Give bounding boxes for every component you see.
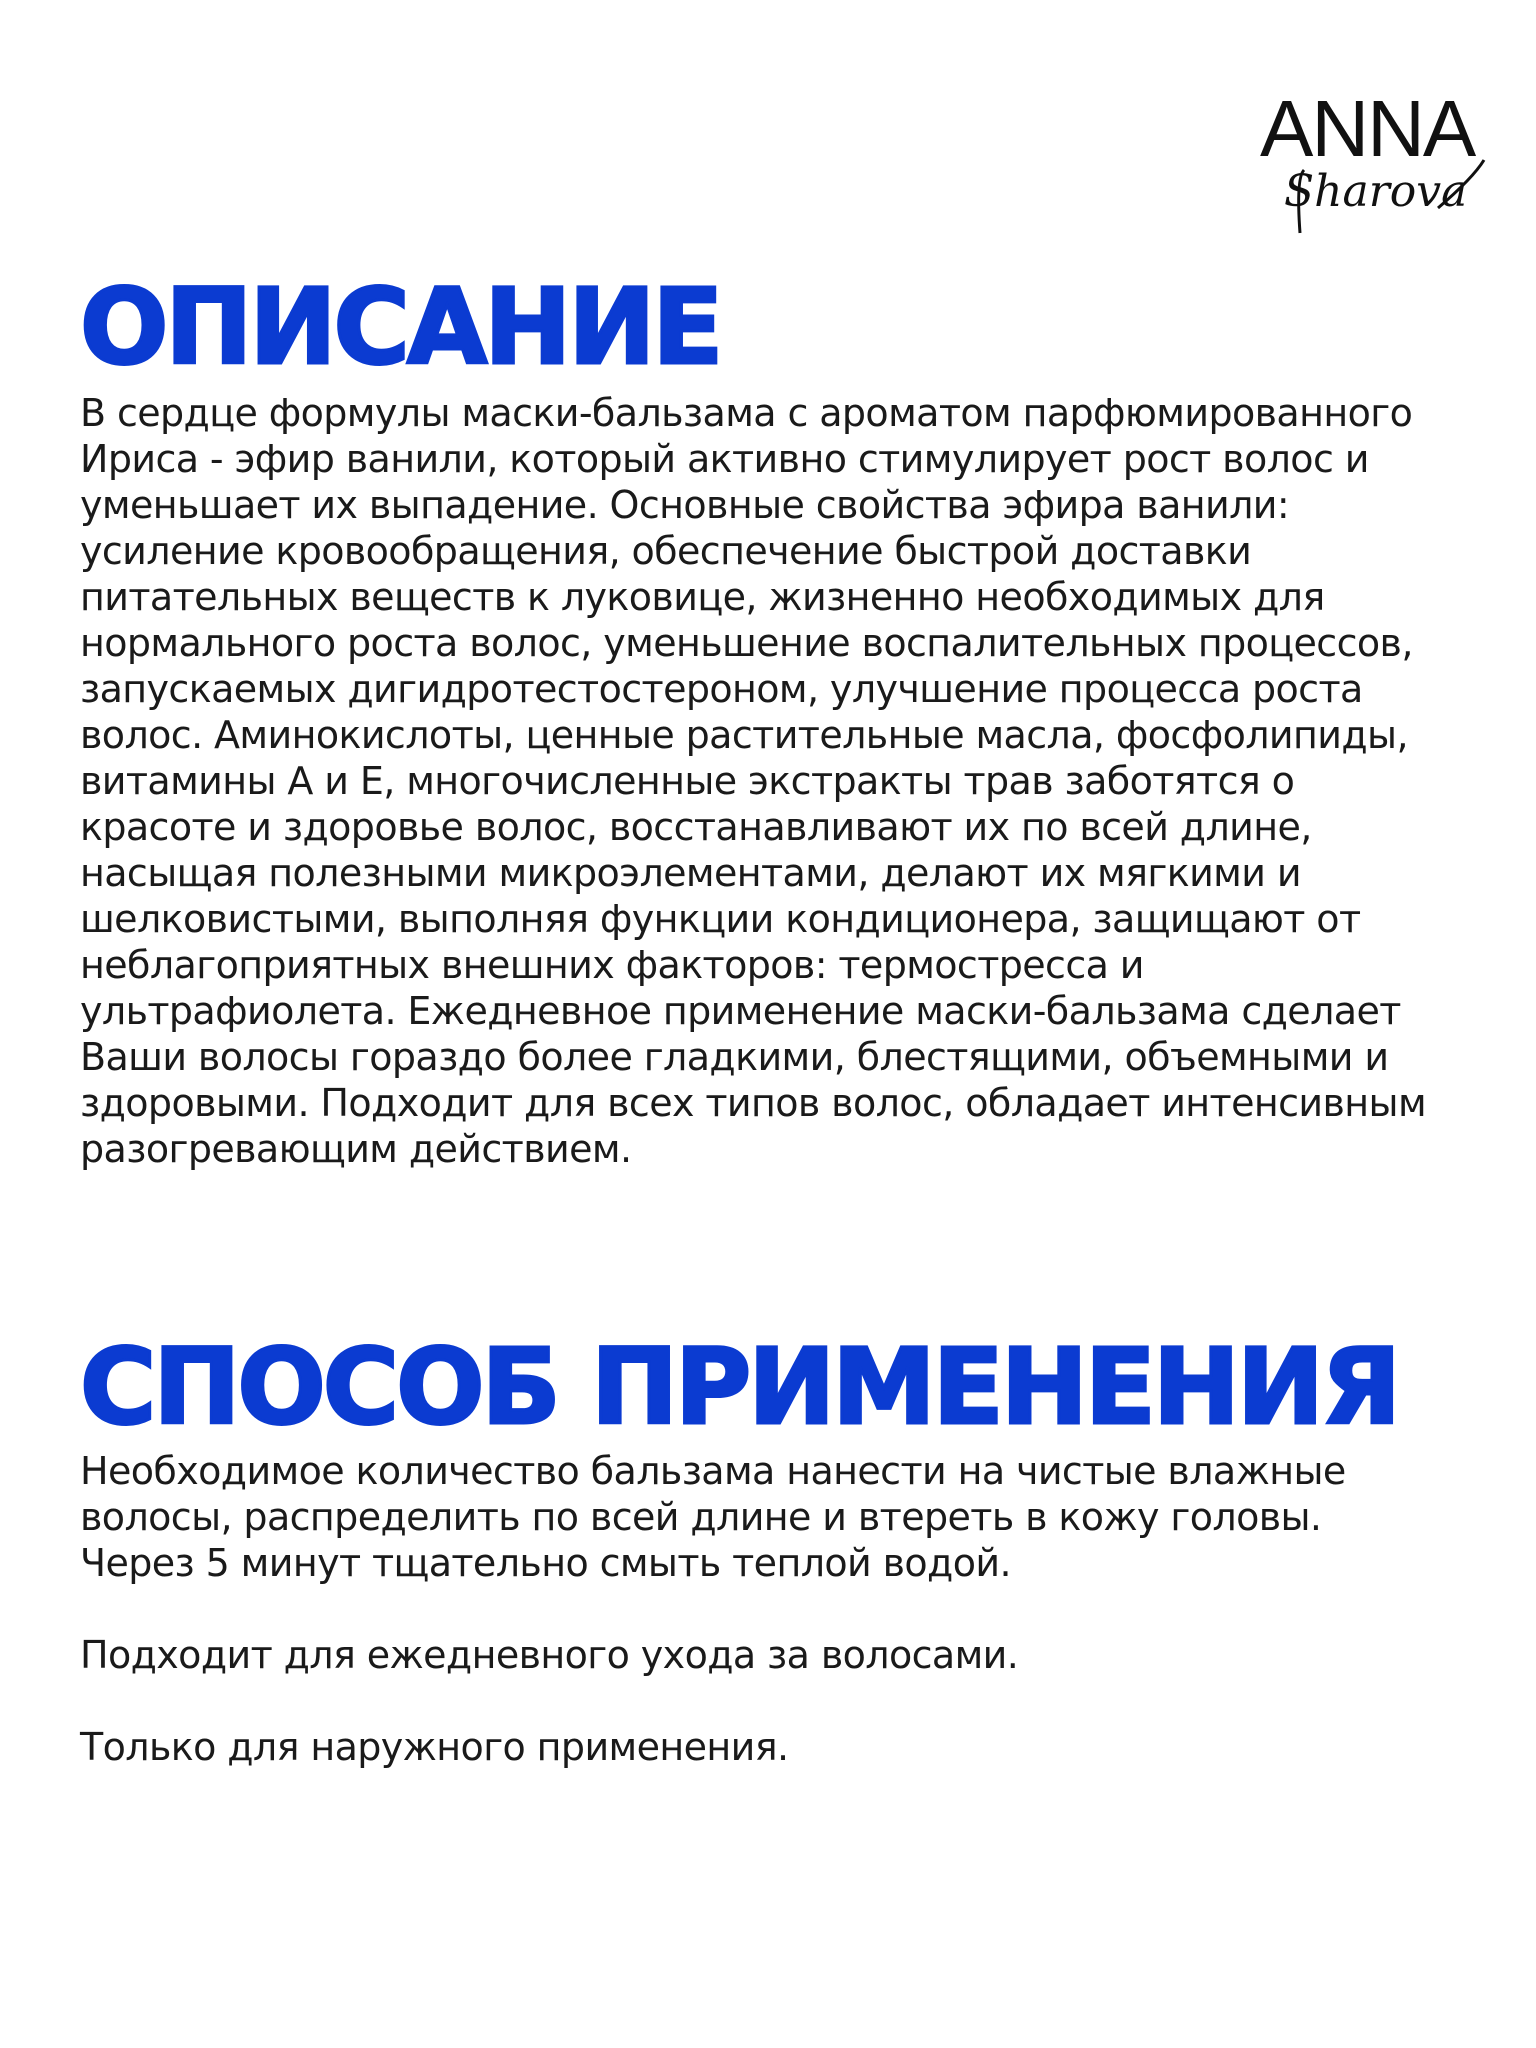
logo-top-text: ANNA <box>1260 84 1475 173</box>
usage-text-block <box>80 1448 1460 1770</box>
usage-paragraph-apply: Необходимое количество бальзама нанести на чистые влажные волосы, распределить по всей длине и втереть в кожу головы. <box>80 1449 1346 1539</box>
usage-paragraph-rinse: Через 5 минут тщательно смыть теплой водой. <box>80 1541 1011 1585</box>
description-title: ОПИСАНИЕ <box>80 266 721 388</box>
usage-paragraph-external: Только для наружного применения. <box>80 1725 789 1769</box>
usage-paragraph-daily: Подходит для ежедневного ухода за волосами. <box>80 1633 1019 1677</box>
brand-logo <box>1238 58 1498 248</box>
usage-title: СПОСОБ ПРИМЕНЕНИЯ <box>80 1326 1399 1448</box>
description-text: В сердце формулы маски-бальзама с ароматом парфюмированного Ириса - эфир ванили, который активно стимулирует рост волос и уменьшает их выпадение. Основные свойства эфира ванили: усиление кровообращения, обеспечение быстрой доставки питательных веществ к луковице, жизненно необходимых для нормального роста волос, уменьшение воспалительных процессов, запускаемых дигидротестостероном, улучшение процесса роста волос. Аминокислоты, ценные растительные масла, фосфолипиды, витамины А и Е, многочисленные экстракты трав заботятся о красоте и здоровье волос, восстанавливают их по всей длине, насыщая полезными микроэлементами, делают их мягкими и шелковистыми, выполняя функции кондиционера, защищают от неблагоприятных внешних факторов: термостресса и ультрафиолета. Ежедневное применение маски-бальзама сделает Ваши волосы гораздо более гладкими, блестящими, объемными и здоровыми. Подходит для всех типов волос, обладает интенсивным разогревающим действием. <box>80 391 1427 1171</box>
anna-sharova-logo-graphic <box>1238 58 1498 248</box>
logo-script-text: Sharova <box>1284 166 1468 217</box>
